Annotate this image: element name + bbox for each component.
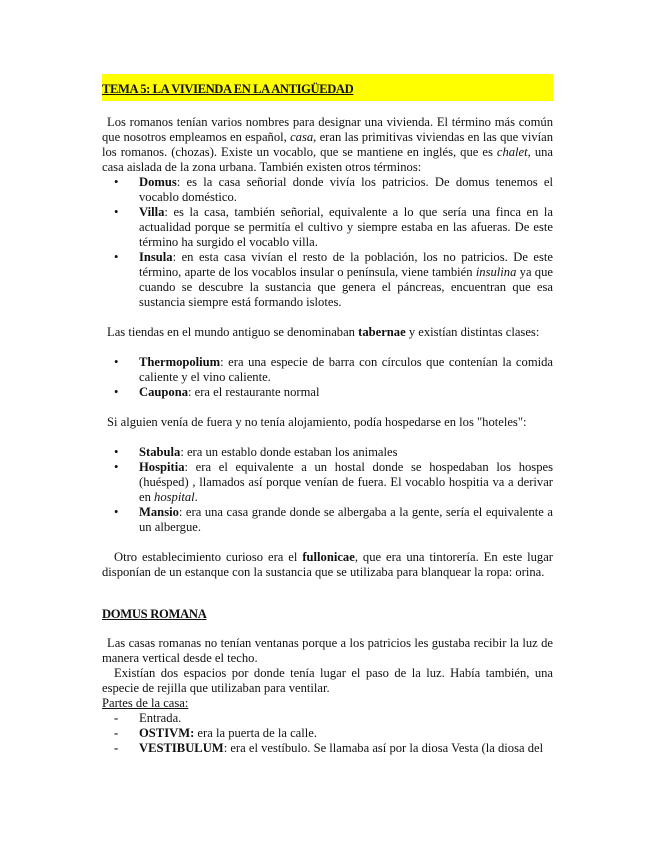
shops-list (102, 355, 553, 400)
list-item: - VESTIBULUM: era el vestíbulo. Se llamaba así por la diosa Vesta (la diosa del (114, 741, 544, 755)
document-page (102, 74, 553, 756)
bullet-icon: • (114, 460, 119, 474)
bullet-icon: • (114, 355, 119, 369)
list-item: • Domus: es la casa señorial donde vivía los patricios. De domus tenemos el vocablo doméstico. (114, 175, 553, 204)
list-item: • Insula: en esta casa vivían el resto de la población, los no patricios. De este término, aparte de los vocablos insular o península, viene también insulina ya que cuando se descubre la sustancia que genera el páncreas, encuentran que esa sustancia siempre está formando islotes. (114, 250, 553, 309)
list-item: - Entrada. (114, 711, 182, 725)
shops-intro: Las tiendas en el mundo antiguo se denominaban tabernae y existían distintas clases: (107, 325, 540, 339)
list-item: • Hospitia: era el equivalente a un hostal donde se hospedaban los hospes (huésped) , llamados así porque venían de fuera. El vocablo hospitia va a derivar en hospital. (114, 460, 553, 504)
list-item: - OSTIVM: era la puerta de la calle. (114, 726, 317, 740)
list-item: • Stabula: era un establo donde estaban los animales (114, 445, 398, 459)
fullonicae-paragraph: Otro establecimiento curioso era el fullonicae, que era una tintorería. En este lugar disponían de un estanque con la sustancia que se utilizaba para blanquear la ropa: orina. (102, 550, 553, 579)
domus-paragraph-1: Las casas romanas no tenían ventanas porque a los patricios les gustaba recibir la luz de manera vertical desde el techo. (102, 636, 553, 665)
intro-paragraph: Los romanos tenían varios nombres para designar una vivienda. El término más común que nosotros empleamos en español, casa, eran las primitivas viviendas en las que vivían los romanos. (chozas). Existe un vocablo, que se mantiene en inglés, que es chalet, una casa aislada de la zona urbana. También existen otros términos: (102, 115, 554, 174)
bullet-icon: • (114, 250, 119, 264)
list-item: • Mansio: era una casa grande donde se albergaba a la gente, sería el equivalente a un albergue. (114, 505, 553, 534)
bullet-icon: • (114, 505, 119, 519)
bullet-icon: • (114, 385, 119, 399)
dash-icon: - (114, 726, 119, 740)
title-highlight (102, 74, 553, 101)
hotels-list (102, 445, 553, 535)
bullet-icon: • (114, 205, 119, 219)
parts-list (102, 711, 553, 756)
bullet-icon: • (114, 175, 119, 189)
terms-list (102, 175, 553, 310)
list-item: • Thermopolium: era una especie de barra con círculos que contenían la comida caliente y el vino caliente. (114, 355, 553, 384)
bullet-icon: • (114, 445, 119, 459)
page-title: TEMA 5: LA VIVIENDA EN LA ANTIGÜEDAD (102, 82, 354, 96)
hotels-intro: Si alguien venía de fuera y no tenía alojamiento, podía hospedarse en los "hoteles": (107, 415, 527, 429)
domus-paragraph-2: Existían dos espacios por donde tenía lugar el paso de la luz. Había también, una especie de rejilla que utilizaban para ventilar. (102, 666, 553, 695)
section-title: DOMUS ROMANA (102, 607, 207, 621)
list-item: • Caupona: era el restaurante normal (114, 385, 320, 399)
dash-icon: - (114, 711, 119, 725)
dash-icon: - (114, 741, 119, 755)
list-item: • Villa: es la casa, también señorial, equivalente a lo que sería una finca en la actualidad porque se permitía el cultivo y siempre estaba en las afueras. De este término ha surgido el vocablo villa. (114, 205, 553, 249)
parts-label: Partes de la casa: (102, 696, 189, 710)
